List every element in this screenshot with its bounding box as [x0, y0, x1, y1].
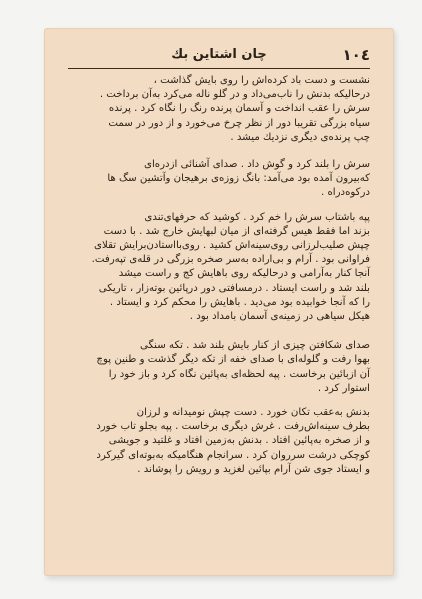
book-page — [44, 28, 394, 576]
running-title: چان اشتاین بك — [171, 47, 267, 62]
paragraph-4: صدای شکافتن چیزی از کنار بایش بلند شد . تکه سنگی بهوا رفت و گلوله‌ای با صدای خفه از تکه دیگر گذشت و طنین پوچ آن ازبائین برخاست . پپه لحظه‌ای به‌پائین نگاه کرد و باز خود را استوار کرد . — [96, 340, 370, 394]
paragraph-5: بدنش به‌عقب تکان خورد . دست چپش نومیدانه و لرزان بطرف سینه‌اش‌رفت . غرش دیگری برخاست . پپه بجلو تاب خورد و از صخره به‌پائین افتاد . بدنش به‌زمین افتاد و غلتید و جویشی کوچکی درشت سرروان کرد . سرانجام هنگامیکه به‌بوته‌ای گیرکرد و ایستاد جوی شن آرام بپائین لغزید و رویش را پوشاند . — [96, 407, 370, 475]
page-number: ١٠٤ — [342, 46, 370, 64]
page-header — [68, 46, 370, 66]
header-rule — [68, 68, 370, 69]
body-text — [70, 74, 370, 491]
paragraph-2: سرش را بلند کرد و گوش داد . صدای آشنائی ازدره‌ای که‌بیرون آمده بود می‌آمد: بانگ زوزه‌ی برهیجان وآتشین سگ ها درکوه‌دراه . — [107, 159, 370, 199]
paragraph-3: پپه باشتاب سرش را خم کرد . کوشید که حرفهای‌تندی بزند اما فقط هیس گرفته‌ای از میان لبهایش خارج شد . با دست چپش صلیب‌لرزانی روی‌سینه‌اش کشید . روی‌بااستادن‌برایش تقلای فراوانی بود . آرام و بی‌اراده به‌سر صخره بزرگی در قله‌ی تپه‌رفت. آنجا کنار به‌آرامی و درحالیکه روی باهایش کج و راست میشد بلند شد و راست ایستاد . درمسافتی دور درپائین بوته‌زار ، تاریکی را که آنجا خوابیده بود می‌دید . باهایش را محکم کرد و ایستاد . هیکل سیاهی در زمینه‌ی آسمان بامداد بود . — [91, 211, 370, 323]
paragraph-1: نشست و دست باد کرده‌اش را روی بایش گذاشت ، درحالیکه بدنش را ناب‌می‌داد و در گلو ناله می‌کرد به‌آن برداخت . سرش را عقب انداخت و آسمان پرنده رنگ را نگاه کرد . پرنده سیاه بزرگی تقریبا دور از نظر چرخ می‌خورد و از دور در سمت چپ پرنده‌ی دیگری نزدیك میشد . — [99, 75, 370, 143]
